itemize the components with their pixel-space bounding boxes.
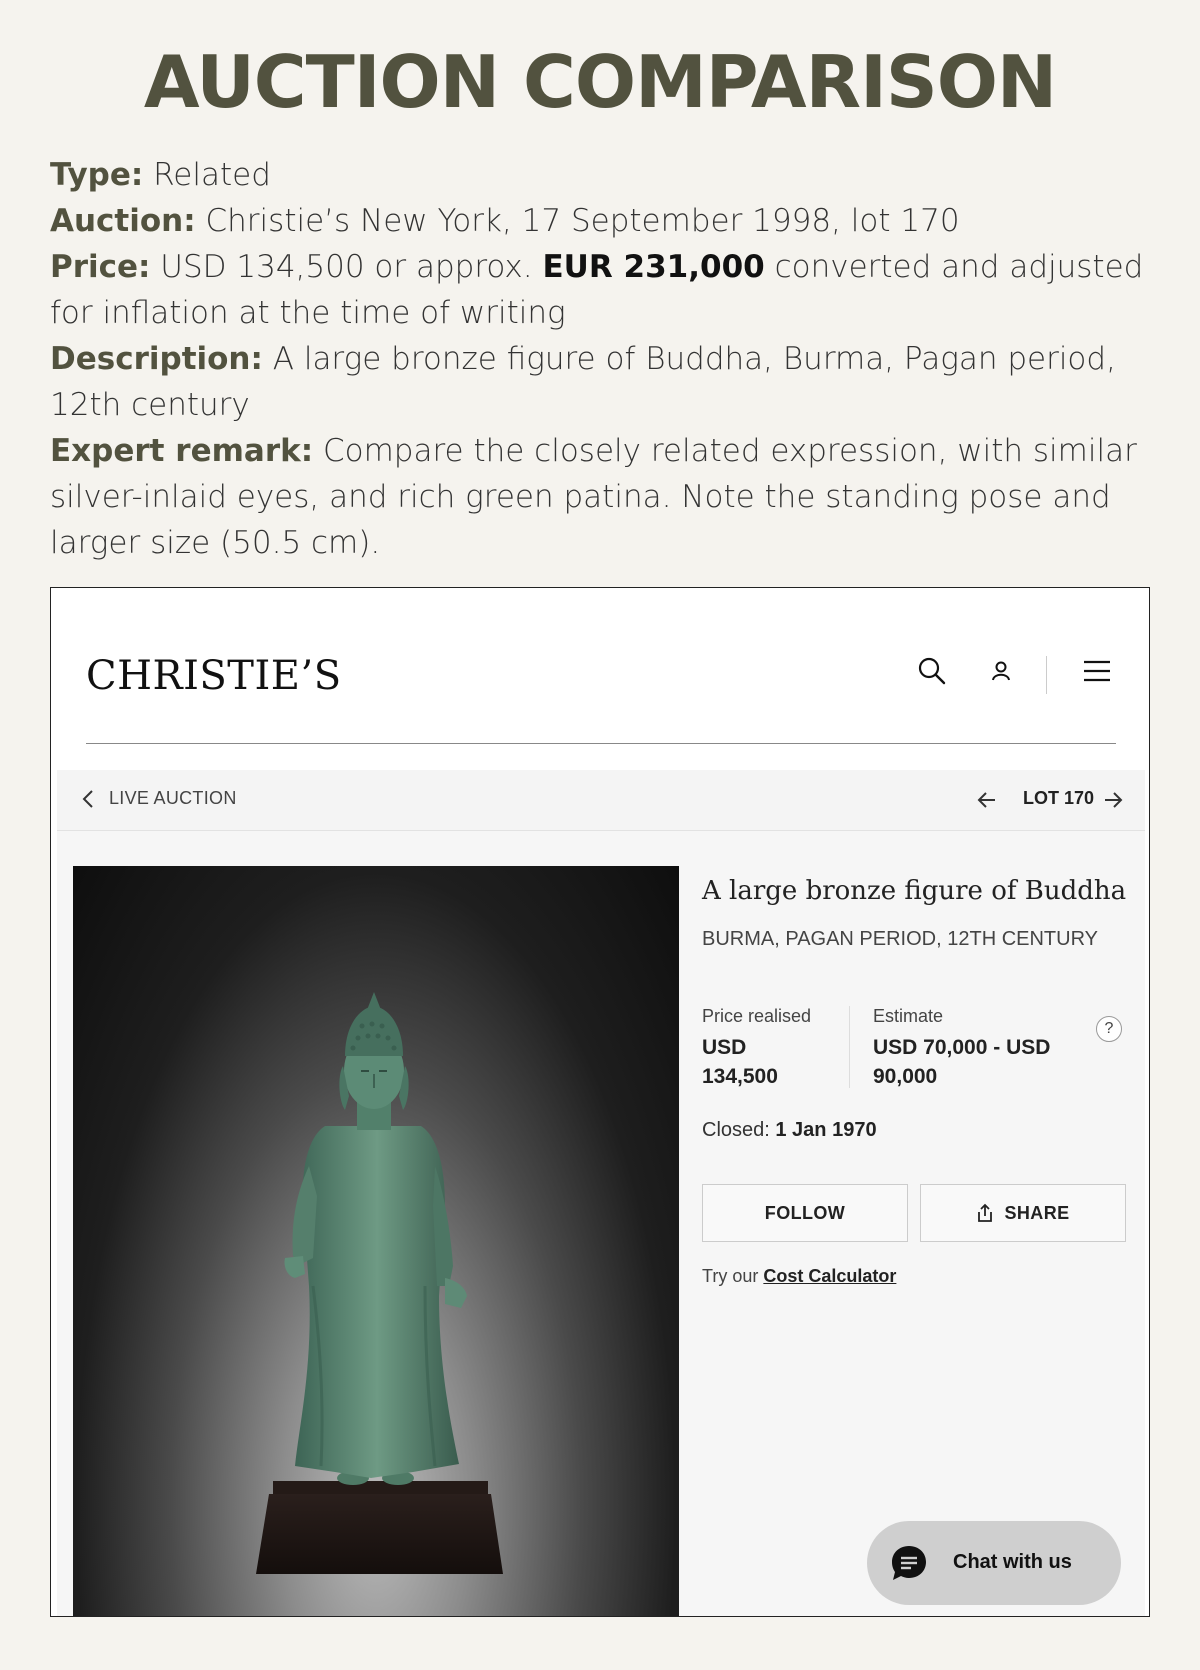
price-realised <box>702 1006 862 1091</box>
share-label: SHARE <box>1004 1202 1070 1223</box>
price-realised-value <box>702 1033 862 1091</box>
christies-logo[interactable]: CHRISTIE’S <box>86 653 342 699</box>
price-realised-label: Price realised <box>702 1006 812 1026</box>
live-auction-link[interactable]: LIVE AUCTION <box>109 788 237 808</box>
price-realised-currency: USD <box>702 1036 747 1059</box>
type-row <box>50 152 1150 198</box>
chevron-left-icon[interactable] <box>77 787 101 811</box>
closed-value: 1 Jan 1970 <box>775 1119 877 1141</box>
cost-calculator-link[interactable]: Cost Calculator <box>763 1266 897 1286</box>
lot-subtitle: BURMA, PAGAN PERIOD, 12TH CENTURY <box>702 928 1098 950</box>
estimate-value <box>873 1033 1093 1091</box>
follow-button[interactable] <box>702 1184 908 1242</box>
arrow-left-icon[interactable] <box>975 788 999 812</box>
share-button[interactable] <box>920 1184 1126 1242</box>
price-divider <box>849 1006 850 1088</box>
site-header <box>51 588 1150 768</box>
cost-calculator-line <box>702 1266 896 1287</box>
description-value: A large bronze figure of Buddha, Burma, Pagan period, 12th century <box>50 341 1116 423</box>
auction-value: Christie’s New York, 17 September 1998, lot 170 <box>205 203 960 239</box>
lot-navigation-bar <box>57 770 1145 831</box>
header-rule <box>86 743 1116 744</box>
christies-screenshot <box>50 587 1150 1617</box>
price-row <box>50 244 1150 336</box>
type-value: Related <box>153 157 271 193</box>
comparison-info <box>50 152 1150 566</box>
arrow-right-icon[interactable] <box>1101 788 1125 812</box>
estimate <box>873 1006 1093 1091</box>
estimate-label: Estimate <box>873 1006 944 1026</box>
share-icon <box>976 1203 994 1223</box>
header-divider <box>1046 656 1047 694</box>
remark-row <box>50 428 1150 566</box>
closed-label: Closed: <box>702 1119 770 1141</box>
description-label: Description: <box>50 341 263 377</box>
page-title: AUCTION COMPARISON <box>143 40 1057 124</box>
auction-label: Auction: <box>50 203 196 239</box>
account-icon[interactable] <box>986 656 1016 686</box>
estimate-line-1: USD 70,000 - USD <box>873 1036 1051 1059</box>
follow-label: FOLLOW <box>764 1202 846 1223</box>
chat-with-us-button[interactable] <box>867 1521 1121 1605</box>
description-row <box>50 336 1150 428</box>
buddha-figure-image <box>73 866 679 1617</box>
chat-bubble-icon <box>889 1543 929 1583</box>
remark-value: Compare the closely related expression, with similar silver-inlaid eyes, and rich green patina. Note the standing pose and larger size (50.5 cm). <box>50 433 1137 561</box>
lot-image[interactable] <box>73 866 679 1617</box>
auction-row <box>50 198 1150 244</box>
estimate-line-2: 90,000 <box>873 1065 938 1088</box>
price-label: Price: <box>50 249 151 285</box>
closed-date <box>702 1119 877 1142</box>
search-icon[interactable] <box>917 656 947 686</box>
remark-label: Expert remark: <box>50 433 314 469</box>
help-icon[interactable]: ? <box>1096 1016 1122 1042</box>
price-value-eur: EUR 231,000 <box>542 249 765 285</box>
price-value-pre: USD 134,500 or approx. <box>160 249 533 285</box>
price-realised-amount: 134,500 <box>702 1065 778 1088</box>
menu-icon[interactable] <box>1082 656 1112 686</box>
type-label: Type: <box>50 157 144 193</box>
chat-label: Chat with us <box>953 1551 1072 1573</box>
lot-number: LOT 170 <box>1023 788 1095 808</box>
cost-prefix: Try our <box>702 1266 759 1286</box>
lot-title: A large bronze figure of Buddha <box>702 876 1127 906</box>
price-value-post: converted and adjusted for inflation at the time of writing <box>50 249 1144 331</box>
